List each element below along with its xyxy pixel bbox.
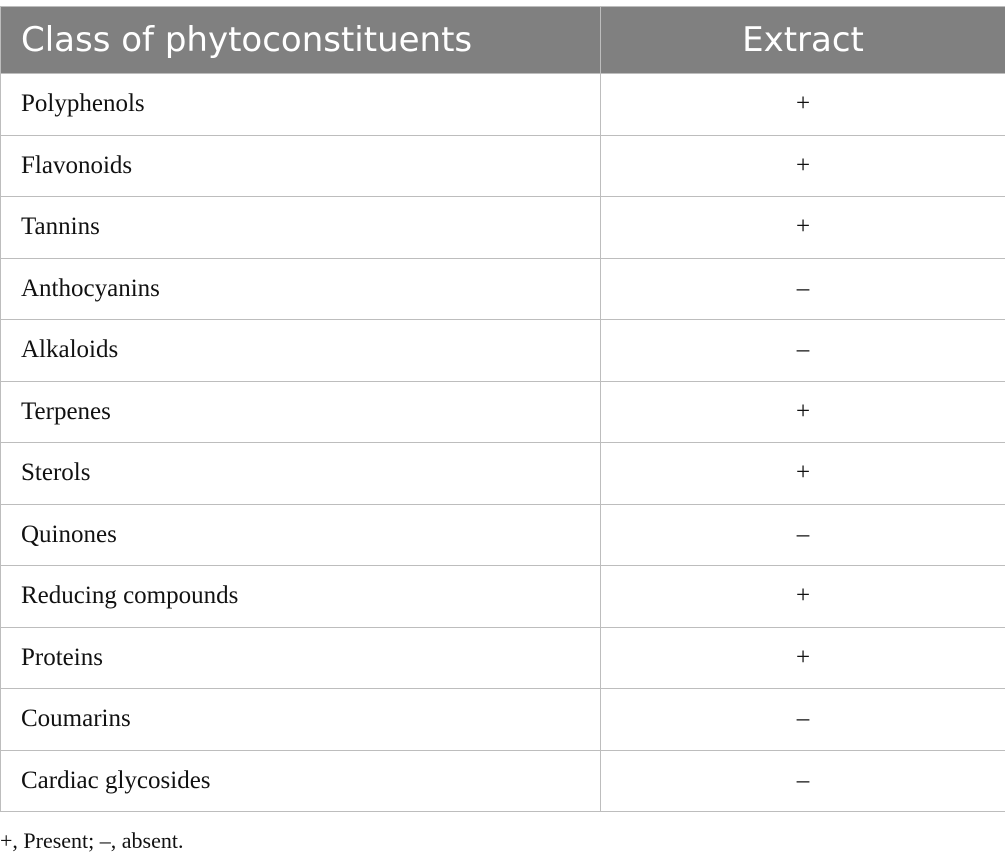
extract-cell: +	[601, 627, 1005, 689]
extract-cell: +	[601, 443, 1005, 505]
table-header	[1, 7, 1005, 74]
extract-cell: +	[601, 381, 1005, 443]
extract-cell: +	[601, 197, 1005, 259]
class-cell: Polyphenols	[1, 74, 601, 136]
table-row	[1, 750, 1005, 812]
table-row	[1, 320, 1005, 382]
class-cell: Sterols	[1, 443, 601, 505]
phytoconstituents-table	[0, 6, 1005, 812]
header-class: Class of phytoconstituents	[1, 7, 601, 74]
extract-cell: –	[601, 750, 1005, 812]
table-row	[1, 135, 1005, 197]
table-row	[1, 258, 1005, 320]
table-row	[1, 443, 1005, 505]
extract-cell: –	[601, 689, 1005, 751]
table-body	[1, 74, 1005, 812]
table-row	[1, 504, 1005, 566]
table-row	[1, 381, 1005, 443]
table-row	[1, 74, 1005, 136]
header-row	[1, 7, 1005, 74]
class-cell: Anthocyanins	[1, 258, 601, 320]
class-cell: Quinones	[1, 504, 601, 566]
table-row	[1, 627, 1005, 689]
class-cell: Cardiac glycosides	[1, 750, 601, 812]
class-cell: Alkaloids	[1, 320, 601, 382]
extract-cell: –	[601, 320, 1005, 382]
extract-cell: –	[601, 504, 1005, 566]
class-cell: Coumarins	[1, 689, 601, 751]
class-cell: Tannins	[1, 197, 601, 259]
table-footnote: +, Present; –, absent.	[0, 828, 184, 853]
class-cell: Terpenes	[1, 381, 601, 443]
class-cell: Reducing compounds	[1, 566, 601, 628]
table-row	[1, 689, 1005, 751]
header-extract: Extract	[601, 7, 1005, 74]
table-row	[1, 566, 1005, 628]
class-cell: Flavonoids	[1, 135, 601, 197]
extract-cell: +	[601, 135, 1005, 197]
class-cell: Proteins	[1, 627, 601, 689]
extract-cell: +	[601, 566, 1005, 628]
extract-cell: +	[601, 74, 1005, 136]
extract-cell: –	[601, 258, 1005, 320]
table-row	[1, 197, 1005, 259]
